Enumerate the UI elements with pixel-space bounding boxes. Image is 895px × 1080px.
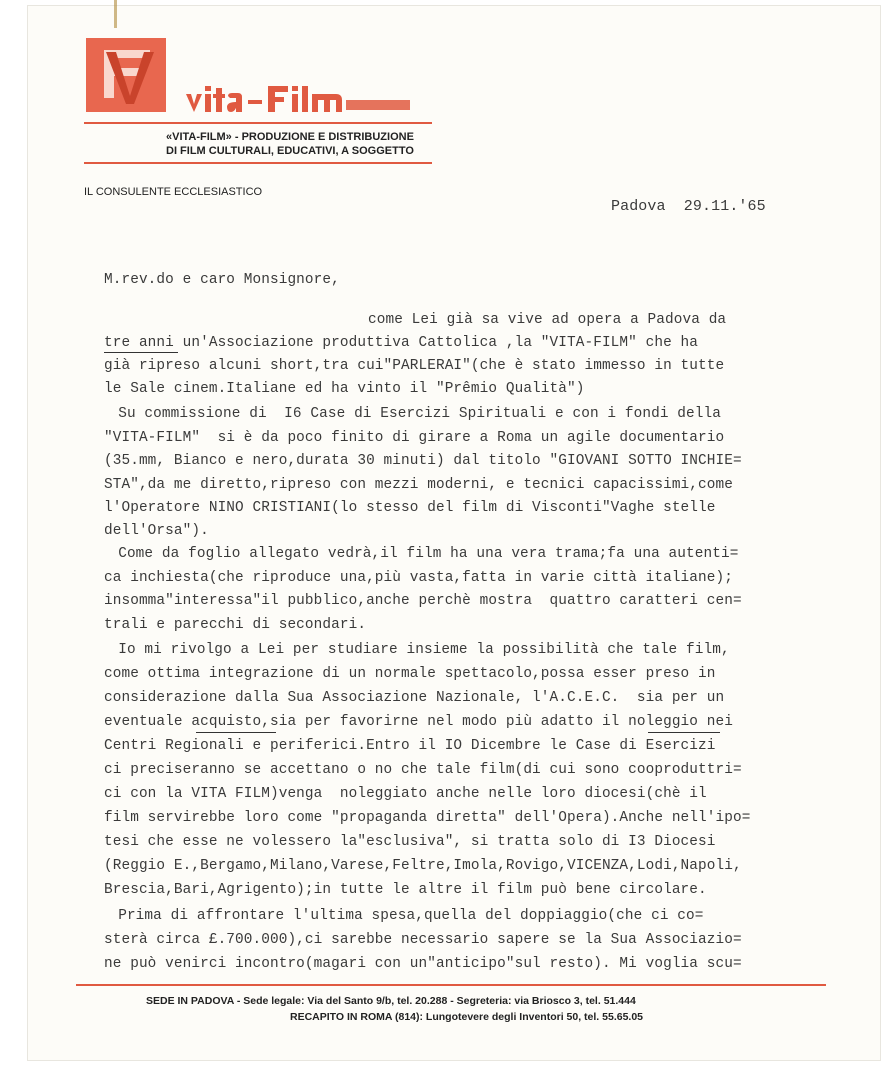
vita-film-logo-icon [86, 38, 166, 112]
underline-mark [104, 352, 178, 353]
tagline-line-1: «VITA-FILM» - PRODUZIONE E DISTRIBUZIONE [166, 131, 414, 143]
body-line: Come da foglio allegato vedrà,il film ha una vera trama;fa una autenti= [92, 546, 739, 562]
header-rule-bottom [84, 162, 432, 164]
body-line: eventuale acquisto,sia per favorirne nel modo più adatto il noleggio nei [104, 714, 733, 730]
body-line: "VITA-FILM" si è da poco finito di girare a Roma un agile documentario [104, 430, 725, 446]
body-line: insomma"interessa"il pubblico,anche perchè mostra quattro caratteri cen= [104, 593, 742, 609]
header-rule-top [84, 122, 432, 124]
body-line: film servirebbe loro come "propaganda diretta" dell'Opera).Anche nell'ipo= [104, 810, 751, 826]
underline-mark [648, 732, 720, 733]
department-label: IL CONSULENTE ECCLESIASTICO [84, 186, 263, 198]
body-line: ci con la VITA FILM)venga noleggiato anche nelle loro diocesi(chè il [104, 786, 707, 802]
place-date: Padova 29.11.'65 [611, 198, 766, 215]
body-line: ne può venirci incontro(magari con un"anticipo"sul resto). Mi voglia scu= [104, 956, 742, 972]
body-line: già ripreso alcuni short,tra cui"PARLERAI"(che è stato immesso in tutte [104, 358, 725, 374]
body-line: tre anni un'Associazione produttiva Cattolica ,la "VITA-FILM" che ha [104, 335, 699, 351]
body-line: Io mi rivolgo a Lei per studiare insieme la possibilità che tale film, [92, 642, 730, 658]
body-line: l'Operatore NINO CRISTIANI(lo stesso del film di Visconti"Vaghe stelle [104, 500, 716, 516]
body-line: le Sale cinem.Italiane ed ha vinto il "Prêmio Qualità") [104, 381, 585, 397]
body-line: ca inchiesta(che riproduce una,più vasta,fatta in varie città italiane); [104, 570, 733, 586]
salutation: M.rev.do e caro Monsignore, [104, 272, 340, 288]
body-line: Prima di affrontare l'ultima spesa,quella del doppiaggio(che ci co= [92, 908, 704, 924]
underline-mark [196, 732, 276, 733]
body-line: considerazione dalla Sua Associazione Nazionale, l'A.C.E.C. sia per un [104, 690, 725, 706]
body-line: Brescia,Bari,Agrigento);in tutte le altre il film può bene circolare. [104, 882, 707, 898]
body-line: ci preciseranno se accettano o no che tale film(di cui sono cooproduttri= [104, 762, 742, 778]
body-line: sterà circa £.700.000),ci sarebbe necessario sapere se la Sua Associazio= [104, 932, 742, 948]
body-line: come Lei già sa vive ad opera a Padova da [368, 312, 727, 328]
body-line: Su commissione di I6 Case di Esercizi Spirituali e con i fondi della [92, 406, 721, 422]
company-tagline [166, 130, 436, 158]
body-line: tesi che esse ne volessero la"esclusiva", si tratta solo di I3 Diocesi [104, 834, 716, 850]
body-line: come ottima integrazione di un normale spettacolo,possa esser preso in [104, 666, 716, 682]
footer-address-roma: RECAPITO IN ROMA (814): Lungotevere degli Inventori 50, tel. 55.65.05 [290, 1011, 644, 1023]
body-line: trali e parecchi di secondari. [104, 617, 367, 633]
body-line: Centri Regionali e periferici.Entro il IO Dicembre le Case di Esercizi [104, 738, 716, 754]
tagline-line-2: DI FILM CULTURALI, EDUCATIVI, A SOGGETTO [166, 145, 414, 157]
brand-wordmark [186, 82, 414, 114]
body-line: (Reggio E.,Bergamo,Milano,Varese,Feltre,Imola,Rovigo,VICENZA,Lodi,Napoli, [104, 858, 742, 874]
body-line: dell'Orsa"). [104, 523, 209, 539]
footer-rule [76, 984, 826, 986]
body-line: (35.mm, Bianco e nero,durata 30 minuti) dal titolo "GIOVANI SOTTO INCHIE= [104, 453, 742, 469]
body-line: STA",da me diretto,ripreso con mezzi moderni, e tecnici capacissimi,come [104, 477, 733, 493]
paper-mark [114, 0, 117, 28]
footer-address-padova: SEDE IN PADOVA - Sede legale: Via del Santo 9/b, tel. 20.288 - Segreteria: via Briosco 3, tel. 51.444 [146, 995, 636, 1007]
